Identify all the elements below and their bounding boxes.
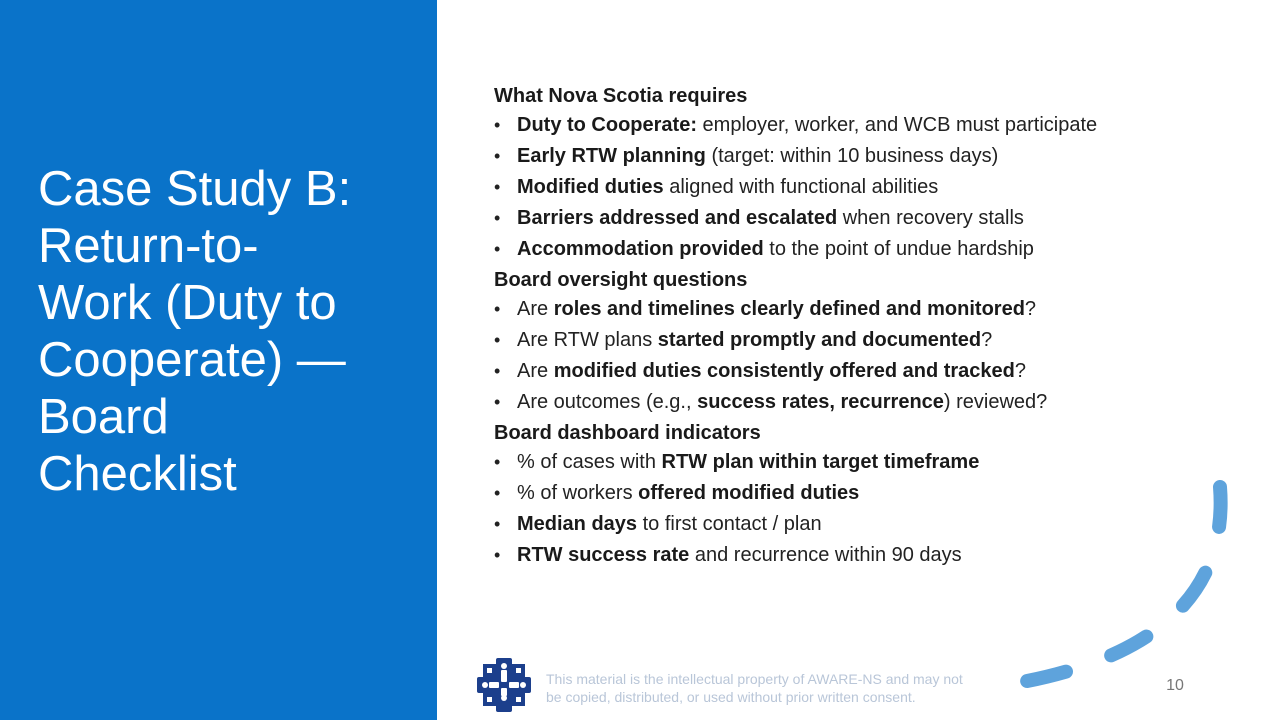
bullet-bold-text: started promptly and documented — [657, 329, 982, 351]
bullet-text: Are RTW plans — [517, 329, 658, 351]
page-number: 10 — [1166, 677, 1184, 694]
bullet-text: when recovery stalls — [837, 207, 1024, 229]
bullet-dot-icon: • — [494, 239, 501, 259]
bullet-bold-text: modified duties consistently offered and tracked — [553, 360, 1015, 382]
bullet-dot-icon: • — [494, 545, 501, 565]
section-heading: Board oversight questions — [494, 269, 748, 291]
bullet-text: % of cases with — [517, 451, 662, 473]
bullet-bold-text: Duty to Cooperate: — [517, 114, 697, 136]
bullet-text: % of workers — [517, 482, 639, 504]
bullet-text: employer, worker, and WCB must participate — [697, 114, 1098, 136]
bullet-text: to the point of undue hardship — [763, 238, 1034, 260]
copyright-notice: This material is the intellectual property of AWARE-NS and may not be copied, distributed, or used without prior written consent. — [546, 671, 963, 705]
bullet-bold-text: Accommodation provided — [517, 238, 764, 260]
bullet-bold-text: Early RTW planning — [517, 145, 706, 167]
bullet-dot-icon: • — [494, 177, 501, 197]
bullet-dot-icon: • — [494, 115, 501, 135]
bullet-list — [494, 297, 1194, 414]
bullet-text: Are outcomes (e.g., — [517, 391, 698, 413]
bullet-text: ? — [1014, 360, 1027, 382]
bullet-text: Are — [517, 360, 554, 382]
bullet-item — [494, 175, 1194, 199]
bullet-dot-icon: • — [494, 514, 501, 534]
bullet-text: ) reviewed? — [943, 391, 1048, 413]
bullet-text: ? — [981, 329, 993, 351]
title-panel — [0, 0, 437, 720]
bullet-text: (target: within 10 business days) — [705, 145, 999, 167]
bullet-bold-text: Median days — [517, 513, 638, 535]
bullet-bold-text: success rates, recurrence — [697, 391, 944, 413]
bullet-bold-text: offered modified duties — [638, 482, 860, 504]
bullet-item — [494, 144, 1194, 168]
bullet-dot-icon: • — [494, 146, 501, 166]
bullet-bold-text: Modified duties — [517, 176, 664, 198]
bullet-list — [494, 113, 1194, 261]
bullet-item — [494, 113, 1194, 137]
bullet-item — [494, 328, 1194, 352]
bullet-bold-text: RTW plan within target timeframe — [661, 451, 980, 473]
bullet-dot-icon: • — [494, 361, 501, 381]
bullet-bold-text: RTW success rate — [517, 544, 690, 566]
bullet-dot-icon: • — [494, 452, 501, 472]
section-heading: What Nova Scotia requires — [494, 85, 748, 107]
bullet-item — [494, 206, 1194, 230]
bullet-dot-icon: • — [494, 208, 501, 228]
slide-title: Case Study B: Return-to- Work (Duty to Cooperate) — Board Checklist — [38, 162, 352, 501]
decorative-arc — [990, 470, 1240, 700]
bullet-bold-text: roles and timelines clearly defined and monitored — [553, 298, 1025, 320]
bullet-item — [494, 297, 1194, 321]
bullet-dot-icon: • — [494, 483, 501, 503]
bullet-item — [494, 237, 1194, 261]
bullet-bold-text: Barriers addressed and escalated — [517, 207, 838, 229]
aware-ns-logo — [475, 656, 533, 714]
bullet-text: aligned with functional abilities — [663, 176, 939, 198]
bullet-item — [494, 359, 1194, 383]
section-heading: Board dashboard indicators — [494, 422, 761, 444]
bullet-text: to first contact / plan — [637, 513, 822, 535]
bullet-text: Are — [517, 298, 554, 320]
bullet-item — [494, 390, 1194, 414]
bullet-dot-icon: • — [494, 330, 501, 350]
bullet-dot-icon: • — [494, 392, 501, 412]
bullet-dot-icon: • — [494, 299, 501, 319]
bullet-text: and recurrence within 90 days — [689, 544, 962, 566]
bullet-text: ? — [1024, 298, 1037, 320]
